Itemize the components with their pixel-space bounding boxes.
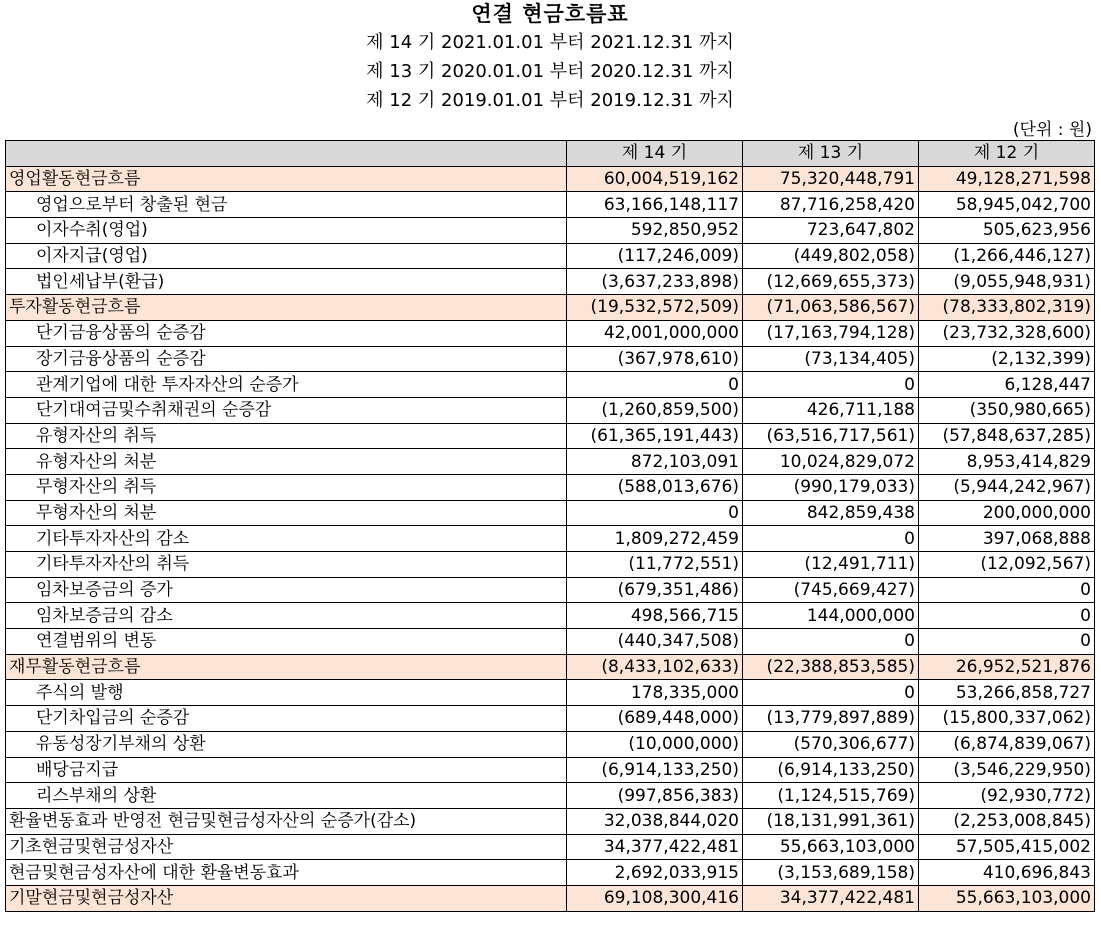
table-row	[6, 783, 1095, 809]
row-value: 63,166,148,117	[567, 192, 743, 218]
period-line: 제 13 기 2020.01.01 부터 2020.12.31 까지	[366, 61, 734, 82]
table-row	[6, 397, 1095, 423]
table-row	[6, 757, 1095, 783]
row-value: 69,108,300,416	[567, 885, 743, 911]
row-value: (117,246,009)	[567, 243, 743, 269]
row-label: 단기대여금및수취채권의 순증감	[6, 397, 567, 423]
row-value: 144,000,000	[743, 603, 919, 629]
row-label: 장기금융상품의 순증감	[6, 346, 567, 372]
period-line: 제 14 기 2021.01.01 부터 2021.12.31 까지	[366, 32, 734, 53]
row-value: (6,914,133,250)	[743, 757, 919, 783]
row-value: 410,696,843	[919, 860, 1095, 886]
row-label: 리스부채의 상환	[6, 783, 567, 809]
report-title: 연결 현금흐름표	[471, 2, 629, 26]
row-value: (1,124,515,769)	[743, 783, 919, 809]
table-row	[6, 218, 1095, 244]
table-row	[6, 860, 1095, 886]
row-value: (2,132,399)	[919, 346, 1095, 372]
row-value: (71,063,586,567)	[743, 295, 919, 321]
row-label: 영업으로부터 창출된 현금	[6, 192, 567, 218]
row-value: (8,433,102,633)	[567, 654, 743, 680]
row-label: 임차보증금의 증가	[6, 577, 567, 603]
row-value: (61,365,191,443)	[567, 423, 743, 449]
row-value: (2,253,008,845)	[919, 808, 1095, 834]
row-value: (440,347,508)	[567, 629, 743, 655]
row-label: 유형자산의 취득	[6, 423, 567, 449]
row-value: (689,448,000)	[567, 706, 743, 732]
row-value: (19,532,572,509)	[567, 295, 743, 321]
row-value: 55,663,103,000	[743, 834, 919, 860]
row-value: 1,809,272,459	[567, 526, 743, 552]
table-row	[6, 243, 1095, 269]
row-label: 법인세납부(환급)	[6, 269, 567, 295]
row-value: (3,637,233,898)	[567, 269, 743, 295]
table-row	[6, 526, 1095, 552]
row-value: 55,663,103,000	[919, 885, 1095, 911]
table-header-row	[6, 141, 1095, 167]
row-value: (73,134,405)	[743, 346, 919, 372]
row-value: (9,055,948,931)	[919, 269, 1095, 295]
row-value: 49,128,271,598	[919, 166, 1095, 192]
row-value: (78,333,802,319)	[919, 295, 1095, 321]
row-value: (990,179,033)	[743, 474, 919, 500]
table-row	[6, 423, 1095, 449]
row-value: 0	[919, 603, 1095, 629]
row-value: 397,068,888	[919, 526, 1095, 552]
row-label: 연결범위의 변동	[6, 629, 567, 655]
row-value: (10,000,000)	[567, 731, 743, 757]
row-value: 872,103,091	[567, 449, 743, 475]
table-row	[6, 295, 1095, 321]
row-value: 426,711,188	[743, 397, 919, 423]
row-value: 0	[919, 629, 1095, 655]
row-value: 0	[919, 577, 1095, 603]
table-row	[6, 731, 1095, 757]
row-value: (12,092,567)	[919, 552, 1095, 578]
row-value: 505,623,956	[919, 218, 1095, 244]
row-label: 무형자산의 취득	[6, 474, 567, 500]
row-value: (1,266,446,127)	[919, 243, 1095, 269]
row-value: 53,266,858,727	[919, 680, 1095, 706]
row-label: 환율변동효과 반영전 현금및현금성자산의 순증가(감소)	[6, 808, 567, 834]
row-value: (570,306,677)	[743, 731, 919, 757]
row-value: (11,772,551)	[567, 552, 743, 578]
row-value: 2,692,033,915	[567, 860, 743, 886]
row-value: 498,566,715	[567, 603, 743, 629]
row-value: (6,874,839,067)	[919, 731, 1095, 757]
row-value: 723,647,802	[743, 218, 919, 244]
table-row	[6, 320, 1095, 346]
row-value: (588,013,676)	[567, 474, 743, 500]
row-value: (18,131,991,361)	[743, 808, 919, 834]
row-value: (5,944,242,967)	[919, 474, 1095, 500]
row-value: 0	[743, 629, 919, 655]
row-label: 기타투자자산의 감소	[6, 526, 567, 552]
row-value: (17,163,794,128)	[743, 320, 919, 346]
row-value: 178,335,000	[567, 680, 743, 706]
row-value: (12,491,711)	[743, 552, 919, 578]
row-value: (63,516,717,561)	[743, 423, 919, 449]
row-value: 26,952,521,876	[919, 654, 1095, 680]
row-value: 0	[743, 680, 919, 706]
table-row	[6, 680, 1095, 706]
table-row	[6, 654, 1095, 680]
table-row	[6, 500, 1095, 526]
row-value: 0	[743, 372, 919, 398]
row-label: 투자활동현금흐름	[6, 295, 567, 321]
row-label: 기말현금및현금성자산	[6, 885, 567, 911]
row-label: 배당금지급	[6, 757, 567, 783]
row-value: (745,669,427)	[743, 577, 919, 603]
header-cell-blank	[6, 141, 567, 167]
row-label: 재무활동현금흐름	[6, 654, 567, 680]
row-value: (679,351,486)	[567, 577, 743, 603]
table-row	[6, 885, 1095, 911]
row-value: 75,320,448,791	[743, 166, 919, 192]
row-label: 유형자산의 처분	[6, 449, 567, 475]
row-value: (57,848,637,285)	[919, 423, 1095, 449]
table-row	[6, 629, 1095, 655]
row-value: 60,004,519,162	[567, 166, 743, 192]
row-label: 주식의 발행	[6, 680, 567, 706]
row-label: 이자지급(영업)	[6, 243, 567, 269]
row-value: (350,980,665)	[919, 397, 1095, 423]
row-value: 0	[567, 500, 743, 526]
table-row	[6, 269, 1095, 295]
table-row	[6, 192, 1095, 218]
row-label: 기타투자자산의 취득	[6, 552, 567, 578]
row-label: 무형자산의 처분	[6, 500, 567, 526]
row-value: (1,260,859,500)	[567, 397, 743, 423]
row-value: (367,978,610)	[567, 346, 743, 372]
row-value: (22,388,853,585)	[743, 654, 919, 680]
table-row	[6, 166, 1095, 192]
unit-label: (단위 : 원)	[1012, 120, 1092, 140]
row-label: 이자수취(영업)	[6, 218, 567, 244]
row-value: 8,953,414,829	[919, 449, 1095, 475]
row-value: 10,024,829,072	[743, 449, 919, 475]
row-value: 0	[743, 526, 919, 552]
row-value: 592,850,952	[567, 218, 743, 244]
row-label: 현금및현금성자산에 대한 환율변동효과	[6, 860, 567, 886]
row-value: (23,732,328,600)	[919, 320, 1095, 346]
header-cell-period-14: 제 14 기	[567, 141, 743, 167]
row-label: 단기차입금의 순증감	[6, 706, 567, 732]
table-body	[6, 166, 1095, 911]
row-value: (449,802,058)	[743, 243, 919, 269]
header-cell-period-13: 제 13 기	[743, 141, 919, 167]
row-label: 기초현금및현금성자산	[6, 834, 567, 860]
row-value: (92,930,772)	[919, 783, 1095, 809]
row-value: 87,716,258,420	[743, 192, 919, 218]
table-row	[6, 706, 1095, 732]
header-cell-period-12: 제 12 기	[919, 141, 1095, 167]
row-value: 34,377,422,481	[743, 885, 919, 911]
row-value: 200,000,000	[919, 500, 1095, 526]
row-value: (3,546,229,950)	[919, 757, 1095, 783]
row-value: 6,128,447	[919, 372, 1095, 398]
row-value: (997,856,383)	[567, 783, 743, 809]
row-value: 32,038,844,020	[567, 808, 743, 834]
table-row	[6, 372, 1095, 398]
row-label: 영업활동현금흐름	[6, 166, 567, 192]
row-value: 42,001,000,000	[567, 320, 743, 346]
row-label: 임차보증금의 감소	[6, 603, 567, 629]
row-label: 유동성장기부채의 상환	[6, 731, 567, 757]
table-row	[6, 474, 1095, 500]
table-row	[6, 834, 1095, 860]
period-line: 제 12 기 2019.01.01 부터 2019.12.31 까지	[366, 90, 734, 111]
cash-flow-table	[5, 140, 1095, 912]
table-row	[6, 577, 1095, 603]
row-label: 관계기업에 대한 투자자산의 순증가	[6, 372, 567, 398]
table-row	[6, 449, 1095, 475]
row-value: (13,779,897,889)	[743, 706, 919, 732]
row-value: 58,945,042,700	[919, 192, 1095, 218]
row-value: (6,914,133,250)	[567, 757, 743, 783]
row-value: 842,859,438	[743, 500, 919, 526]
table-row	[6, 552, 1095, 578]
row-label: 단기금융상품의 순증감	[6, 320, 567, 346]
row-value: 57,505,415,002	[919, 834, 1095, 860]
row-value: 34,377,422,481	[567, 834, 743, 860]
row-value: (12,669,655,373)	[743, 269, 919, 295]
row-value: (15,800,337,062)	[919, 706, 1095, 732]
table-row	[6, 346, 1095, 372]
row-value: (3,153,689,158)	[743, 860, 919, 886]
report-header	[0, 0, 1100, 115]
table-row	[6, 603, 1095, 629]
row-value: 0	[567, 372, 743, 398]
table-row	[6, 808, 1095, 834]
